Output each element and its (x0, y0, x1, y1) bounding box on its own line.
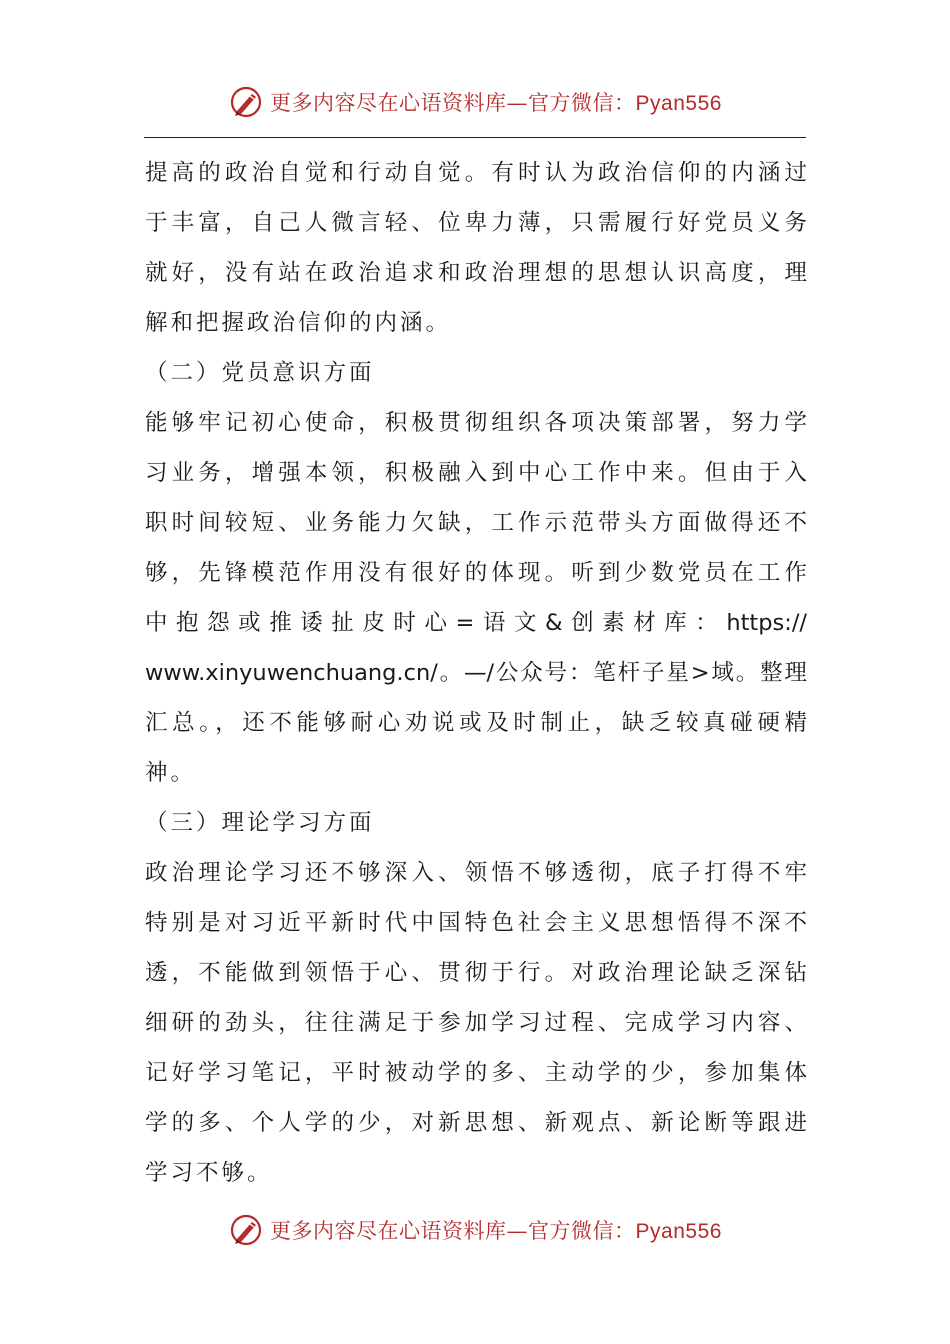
text-line: 学习不够。 (145, 1160, 273, 1186)
text-line: 政治理论学习还不够深入、领悟不够透彻，底子打得不牢 (145, 860, 807, 886)
text-line: 解和把握政治信仰的内涵。 (145, 310, 452, 336)
text-line: 能够牢记初心使命，积极贯彻组织各项决策部署，努力学 (145, 410, 807, 436)
text-line: 够，先锋模范作用没有很好的体现。听到少数党员在工作 (145, 560, 807, 586)
text-line: 提高的政治自觉和行动自觉。有时认为政治信仰的内涵过 (145, 160, 807, 186)
banner-title: 更多内容尽在心语资料库—官方微信： (270, 91, 636, 115)
document-body (145, 148, 807, 1198)
text-line: 特别是对习近平新时代中国特色社会主义思想悟得不深不 (145, 910, 807, 936)
text-line: （三）理论学习方面 (145, 810, 375, 836)
footer-banner-text (270, 1215, 722, 1245)
text-line: 透，不能做到领悟于心、贯彻于行。对政治理论缺乏深钻 (145, 960, 807, 986)
text-line: 记好学习笔记，平时被动学的多、主动学的少，参加集体 (145, 1060, 807, 1086)
text-line: www.xinyuwenchuang.cn/。—/公众号：笔杆子星>域。整理 (145, 660, 807, 686)
banner-title: 更多内容尽在心语资料库—官方微信： (270, 1219, 636, 1243)
text-line: 于丰富，自己人微言轻、位卑力薄，只需履行好党员义务 (145, 210, 807, 236)
text-line: 细研的劲头，往往满足于参加学习过程、完成学习内容、 (145, 1010, 807, 1036)
text-line: 汇总。，还不能够耐心劝说或及时制止，缺乏较真碰硬精 (145, 710, 807, 736)
text-line: 学的多、个人学的少，对新思想、新观点、新论断等跟进 (145, 1110, 807, 1136)
text-line: 中抱怨或推诿扯皮时心=语文&创素材库：https:// (145, 610, 807, 636)
pen-logo-icon (228, 1212, 264, 1248)
text-line: （二）党员意识方面 (145, 360, 375, 386)
header-divider (144, 137, 806, 138)
pen-logo-icon (228, 84, 264, 120)
text-line: 就好，没有站在政治追求和政治理想的思想认识高度，理 (145, 260, 807, 286)
text-line: 习业务，增强本领，积极融入到中心工作中来。但由于入 (145, 460, 807, 486)
text-line: 神。 (145, 760, 197, 786)
banner-wechat-id: Pyan556 (635, 92, 722, 115)
text-line: 职时间较短、业务能力欠缺，工作示范带头方面做得还不 (145, 510, 807, 536)
banner-wechat-id: Pyan556 (635, 1220, 722, 1243)
header-banner (0, 80, 950, 124)
header-banner-text (270, 87, 722, 117)
footer-banner (0, 1208, 950, 1252)
